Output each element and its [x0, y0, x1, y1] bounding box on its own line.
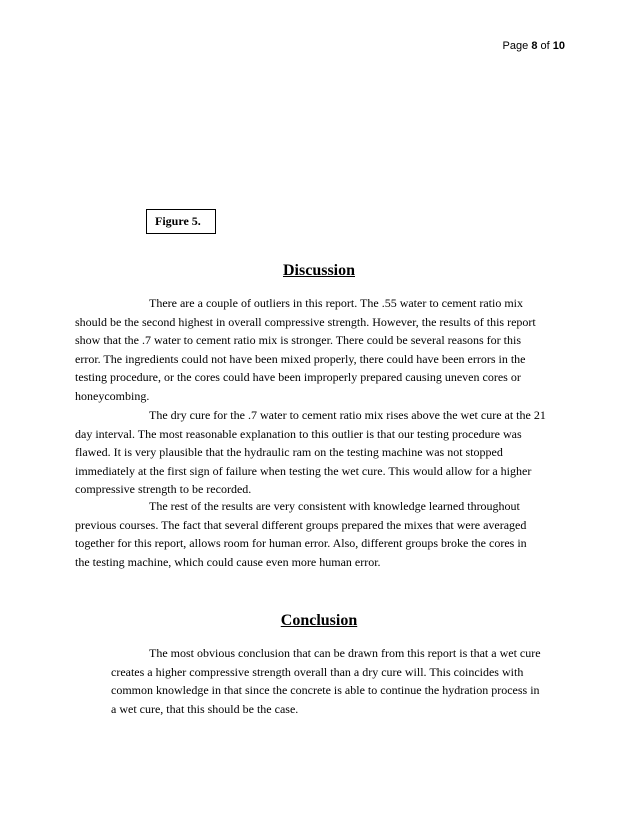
- discussion-heading: Discussion: [282, 262, 356, 279]
- text-line: should be the second highest in overall compressive strength. However, the results of this report: [75, 314, 536, 329]
- page-of: of: [540, 40, 550, 52]
- page-prefix: Page: [502, 40, 529, 52]
- text-line: There are a couple of outliers in this report. The .55 water to cement ratio mix: [149, 296, 523, 310]
- text-line: flawed. It is very plausible that the hydraulic ram on the testing machine was not stopped: [75, 445, 503, 459]
- text-line: The rest of the results are very consistent with knowledge learned throughout: [149, 499, 520, 513]
- discussion-paragraph-2: [75, 406, 575, 499]
- text-line: together for this report, allows room for human error. Also, different groups broke the cores in: [75, 536, 527, 550]
- discussion-paragraph-1: [75, 294, 575, 405]
- text-line: day interval. The most reasonable explanation to this outlier is that our testing procedure was: [75, 426, 522, 441]
- text-line: common knowledge in that since the concrete is able to continue the hydration process in: [111, 683, 540, 697]
- text-line: creates a higher compressive strength overall than a dry cure will. This coincides with: [111, 664, 524, 679]
- text-line: error. The ingredients could not have been mixed properly, there could have been errors in the: [75, 351, 526, 366]
- text-line: immediately at the first sign of failure when testing the wet cure. This would allow for a higher: [75, 463, 532, 478]
- text-line: honeycombing.: [75, 388, 150, 403]
- figure-caption-box: [146, 209, 216, 234]
- discussion-paragraph-3: [75, 497, 575, 571]
- text-line: compressive strength to be recorded.: [75, 482, 252, 496]
- text-line: previous courses. The fact that several different groups prepared the mixes that were averaged: [75, 517, 527, 532]
- figure-caption: Figure 5.: [155, 214, 201, 228]
- page-total: 10: [552, 40, 565, 52]
- page-number: [503, 40, 565, 52]
- text-line: the testing machine, which could cause even more human error.: [75, 554, 381, 569]
- text-line: testing procedure, or the cores could have been improperly prepared causing uneven cores or: [75, 370, 521, 384]
- text-line: The dry cure for the .7 water to cement ratio mix rises above the wet cure at the 21: [149, 408, 546, 422]
- text-line: show that the .7 water to cement ratio mix is stronger. There could be several reasons for this: [75, 333, 521, 347]
- conclusion-paragraph: [75, 644, 575, 718]
- conclusion-heading: Conclusion: [280, 612, 358, 629]
- page-current: 8: [531, 40, 538, 52]
- text-line: The most obvious conclusion that can be drawn from this report is that a wet cure: [149, 646, 541, 660]
- text-line: a wet cure, that this should be the case.: [111, 701, 299, 716]
